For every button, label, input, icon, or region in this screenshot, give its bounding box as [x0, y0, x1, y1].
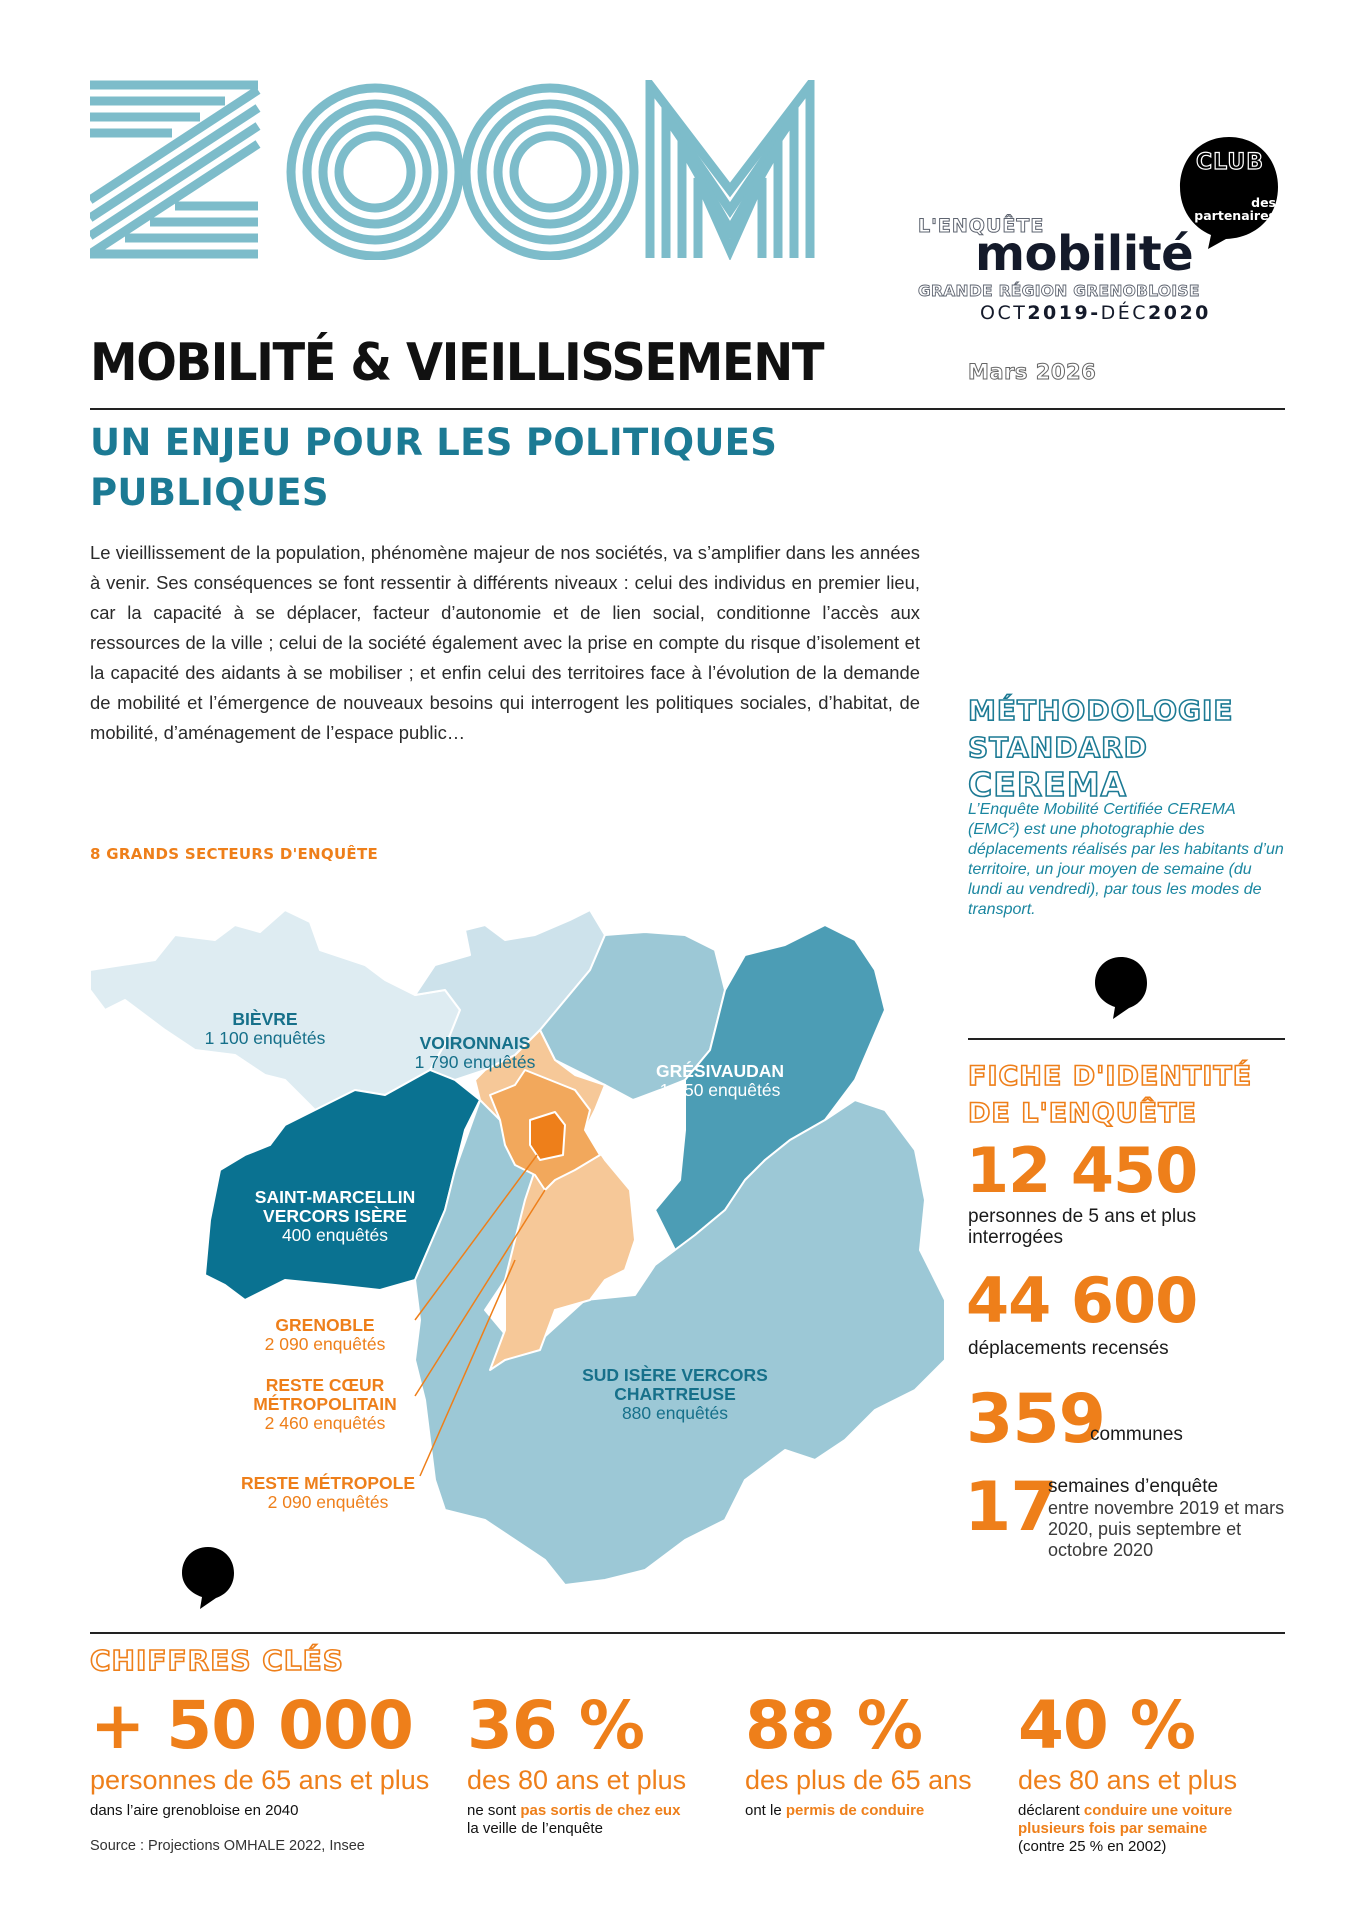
key-figure-detail [1018, 1802, 1288, 1856]
fiche-title-line: DE L'ENQUÊTE [968, 1098, 1197, 1129]
date-month: OCT [980, 302, 1028, 324]
methodology-title-line: MÉTHODOLOGIE [968, 694, 1234, 727]
sector-name: GRENOBLE [275, 1315, 375, 1335]
key-figure [745, 1688, 1005, 1820]
divider [968, 1038, 1285, 1040]
key-figure-headline: des plus de 65 ans [745, 1765, 972, 1795]
sector-name: RESTE MÉTROPOLE [240, 1473, 416, 1493]
speech-bubble-icon [180, 1545, 236, 1609]
weeks-detail: entre novembre 2019 et mars 2020, puis septembre et octobre 2020 [1048, 1498, 1285, 1560]
logo-letter-o2 [466, 88, 634, 256]
sector-count: 1 100 enquêtés [204, 1028, 326, 1048]
date-separator: - [1090, 302, 1101, 324]
divider [90, 408, 1285, 410]
weeks-value: 17 [964, 1468, 1057, 1547]
key-figure-value: 36 % [467, 1687, 644, 1764]
communes-label: communes [1090, 1424, 1183, 1445]
key-figure-value: 40 % [1018, 1687, 1195, 1764]
methodology-title-line: CEREMA [968, 765, 1128, 804]
sector-name: RESTE CŒUR [265, 1375, 385, 1395]
intro-paragraph: Le vieillissement de la population, phénomène majeur de nos sociétés, va s’amplifier dans les années à venir. Ses conséquences se font ressentir à différents niveaux : celui des individus en premier lieu, car la capacité à se déplacer, facteur d’autonomie et de lien social, conditionne l’accès aux ressources de la ville ; celui de la société également avec la prise en compte du risque d’isolement et la capacité des aidants à se mobiliser ; et enfin celui des territoires face à l’évolution de la demande de mobilité et l’émergence de nouveaux besoins qui interrogent les politiques sociales, d’habitat, de mobilité, d’aménagement de l’espace public… [90, 542, 920, 743]
detail-text: la veille de l’enquête [467, 1820, 603, 1837]
sector-name: MÉTROPOLITAIN [253, 1394, 397, 1414]
sector-count: 400 enquêtés [281, 1225, 389, 1245]
persons-label: personnes de 5 ans et plus interrogées [968, 1206, 1197, 1248]
map-label-saint-marcellin [245, 1188, 425, 1245]
club-subtitle [1182, 196, 1278, 222]
sector-name: SAINT-MARCELLIN [254, 1187, 416, 1207]
logo-letter-o1 [291, 88, 459, 256]
date-year: 2019 [1027, 302, 1091, 324]
key-figure [90, 1688, 460, 1820]
map-label-reste-coeur [245, 1376, 405, 1433]
sector-name: VOIRONNAIS [419, 1033, 531, 1053]
club-subtitle-line: partenaires [1194, 208, 1276, 223]
map-label-gresivaudan [640, 1062, 800, 1100]
key-figure-value: 88 % [745, 1687, 922, 1764]
sector-map [85, 880, 955, 1600]
map-label-reste-metropole [238, 1474, 418, 1512]
detail-text: dans l’aire grenobloise en 2040 [90, 1802, 299, 1819]
club-subtitle-line: des [1251, 195, 1276, 210]
zoom-logo [90, 80, 870, 260]
sector-count: 2 090 enquêtés [267, 1492, 389, 1512]
key-figure-value: + 50 000 [90, 1687, 413, 1764]
trips-value: 44 600 [966, 1264, 1198, 1337]
logo-letter-z [90, 85, 258, 254]
issue-date: Mars 2026 [968, 360, 1097, 384]
map-region-grenoble [530, 1112, 565, 1160]
key-figure-detail [90, 1802, 460, 1820]
weeks-label: semaines d’enquête [1048, 1476, 1219, 1497]
sector-name: BIÈVRE [232, 1009, 298, 1029]
sector-count: 2 460 enquêtés [264, 1413, 386, 1433]
survey-brand-region: GRANDE RÉGION GRENOBLOISE [918, 282, 1200, 300]
key-figure-headline: personnes de 65 ans et plus [90, 1765, 430, 1795]
sector-name: VERCORS ISÈRE [263, 1206, 407, 1226]
key-figure-headline: des 80 ans et plus [1018, 1765, 1238, 1795]
club-title: CLUB [1195, 150, 1264, 175]
key-figure-headline: des 80 ans et plus [467, 1765, 687, 1795]
methodology-title-line: STANDARD [968, 731, 1148, 764]
fiche-title [968, 1058, 1252, 1132]
sector-count: 1 790 enquêtés [414, 1052, 536, 1072]
sector-count: 1 650 enquêtés [659, 1080, 781, 1100]
map-label-grenoble [250, 1316, 400, 1354]
logo-letter-m [650, 85, 810, 258]
detail-highlight: pas sortis de chez eux [520, 1802, 681, 1819]
key-figure-detail [467, 1802, 737, 1838]
methodology-title [968, 692, 1234, 803]
communes-value: 359 [966, 1380, 1105, 1459]
sector-count: 2 090 enquêtés [264, 1334, 386, 1354]
page-title: MOBILITÉ & VIEILLISSEMENT [90, 333, 824, 393]
detail-text: déclarent [1018, 1802, 1084, 1819]
key-figure [467, 1688, 737, 1838]
map-label-voironnais [400, 1034, 550, 1072]
survey-brand-prefix: L'ENQUÊTE [918, 215, 1045, 237]
divider [90, 1632, 1285, 1634]
detail-text: (contre 25 % en 2002) [1018, 1838, 1167, 1855]
date-year: 2020 [1148, 302, 1211, 324]
source-note: Source : Projections OMHALE 2022, Insee [90, 1838, 365, 1854]
fiche-title-line: FICHE D'IDENTITÉ [968, 1061, 1253, 1092]
survey-brand-dates [980, 302, 1211, 324]
sector-name: SUD ISÈRE VERCORS [582, 1365, 768, 1385]
detail-highlight: conduire une voiture plusieurs fois par semaine [1018, 1802, 1233, 1837]
sector-count: 880 enquêtés [621, 1403, 729, 1423]
methodology-text: L’Enquête Mobilité Certifiée CEREMA (EMC²) est une photographie des déplacements réalisés par les habitants d’un territoire, un jour moyen de semaine (du lundi au vendredi), par tous les modes de transport. [968, 801, 1284, 918]
trips-label: déplacements recensés [968, 1338, 1169, 1359]
map-title: 8 GRANDS SECTEURS D'ENQUÊTE [90, 845, 379, 863]
date-month: DÉC [1100, 302, 1149, 324]
survey-brand-name: mobilité [975, 226, 1194, 282]
detail-highlight: permis de conduire [785, 1802, 925, 1819]
speech-bubble-icon [1093, 955, 1149, 1019]
map-label-sud-isere [575, 1366, 775, 1423]
sector-name: GRÉSIVAUDAN [655, 1061, 785, 1081]
key-figure-detail [745, 1802, 1005, 1820]
map-label-bievre [190, 1010, 340, 1048]
sector-name: CHARTREUSE [614, 1384, 736, 1404]
detail-text: ont le [745, 1802, 786, 1819]
section-subtitle: UN ENJEU POUR LES POLITIQUES PUBLIQUES [90, 421, 778, 514]
key-figure [1018, 1688, 1288, 1856]
key-figures-title: CHIFFRES CLÉS [90, 1644, 344, 1677]
persons-value: 12 450 [966, 1134, 1198, 1207]
detail-text: ne sont [467, 1802, 521, 1819]
